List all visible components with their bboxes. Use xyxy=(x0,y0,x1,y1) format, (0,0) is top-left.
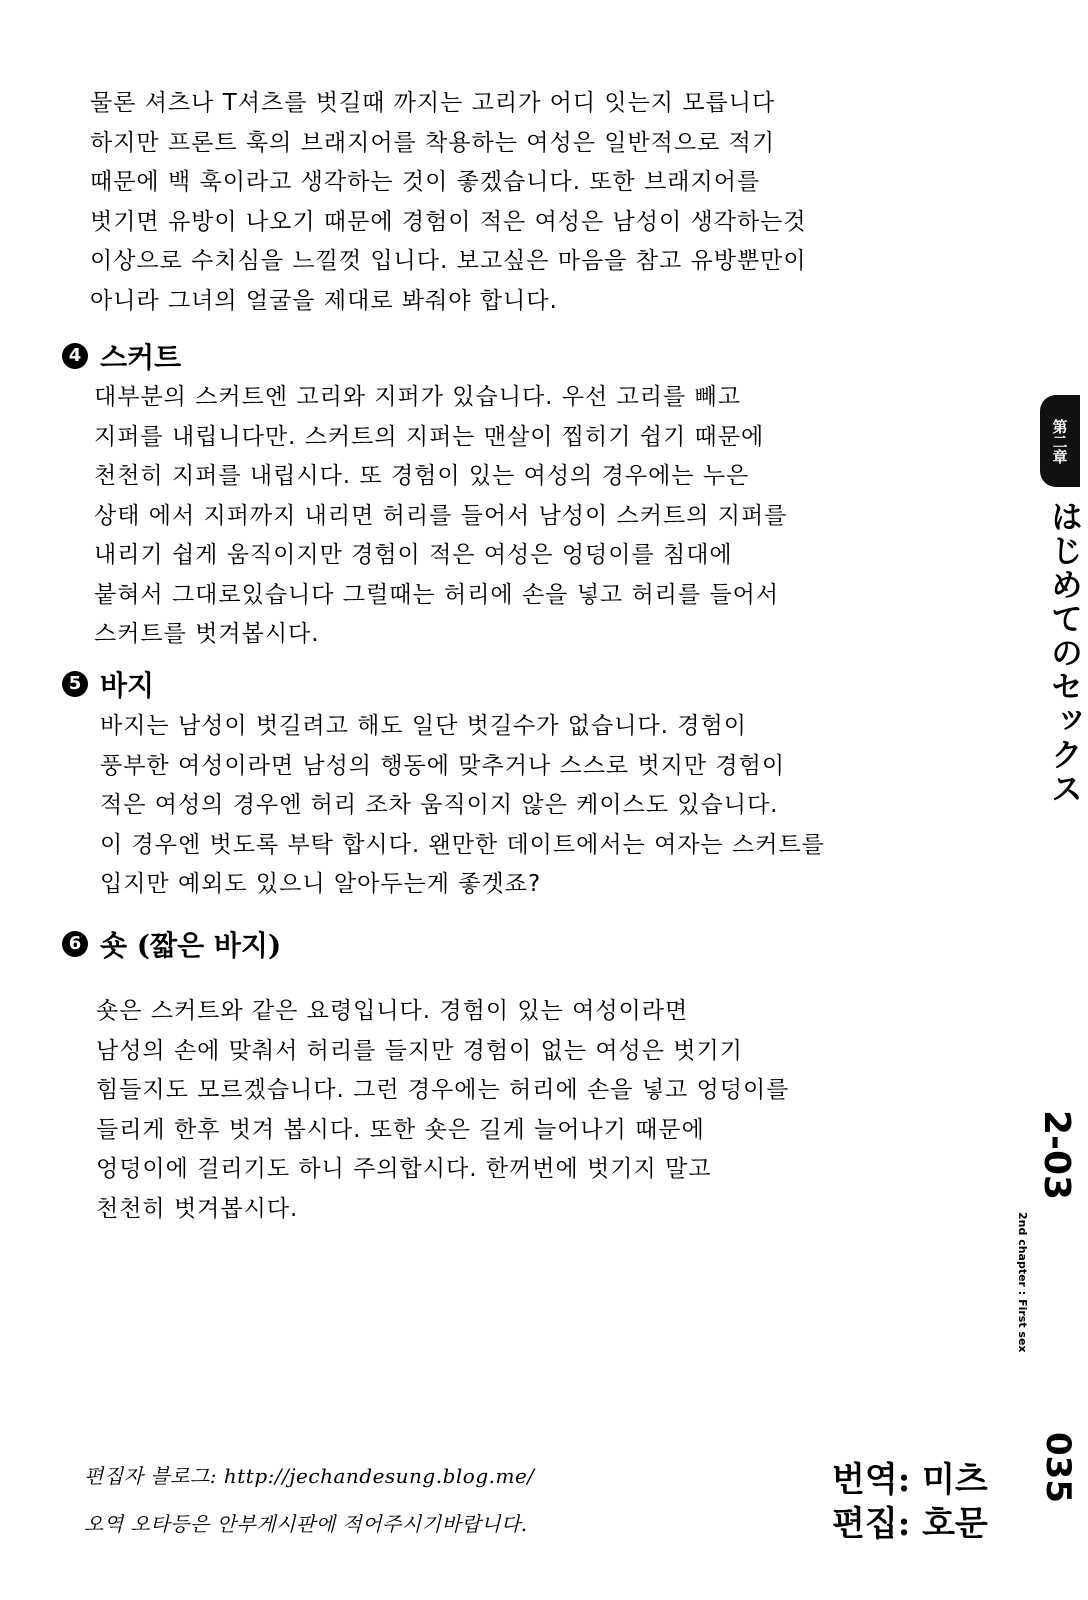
text-line: 힘들지도 모르겠습니다. 그런 경우에는 허리에 손을 넣고 엉덩이를 xyxy=(96,1077,790,1103)
text-line: 이 경우엔 벗도록 부탁 합시다. 왠만한 데이트에서는 여자는 스커트를 xyxy=(100,831,825,858)
section-number-badge: 6 xyxy=(62,931,88,957)
text-line: 숏은 스커트와 같은 요령입니다. 경험이 있는 여성이라면 xyxy=(96,998,689,1024)
text-line: 천천히 벗겨봅시다. xyxy=(96,1195,299,1222)
intro-paragraph xyxy=(90,84,807,321)
chapter-tab-label: 第二章 xyxy=(1050,418,1069,464)
chapter-subtitle-line: 2nd chapter : xyxy=(1016,1212,1029,1296)
text-line: 내리기 쉽게 움직이지만 경험이 적은 여성은 엉덩이를 침대에 xyxy=(94,542,733,568)
chapter-title-vertical: はじめてのセックス xyxy=(1046,500,1084,806)
chapter-subtitle xyxy=(1016,1212,1028,1353)
error-report-note: 오역 오타등은 안부게시판에 적어주시기바랍니다. xyxy=(84,1512,528,1536)
section-heading-skirt xyxy=(62,336,181,376)
text-line: 때문에 백 훅이라고 생각하는 것이 좋겠습니다. 또한 브래지어를 xyxy=(90,169,761,195)
section-paragraph-shorts xyxy=(96,992,789,1229)
text-line: 이상으로 수치심을 느낄껏 입니다. 보고싶은 마음을 참고 유방뿐만이 xyxy=(90,248,807,274)
editing-credit: 편집: 호문 xyxy=(832,1504,988,1544)
section-number-badge: 4 xyxy=(62,343,88,369)
chapter-tab xyxy=(1040,395,1080,487)
text-line: 아니라 그녀의 얼굴을 제대로 봐줘야 합니다. xyxy=(90,287,558,314)
text-line: 들리게 한후 벗겨 봅시다. 또한 숏은 길게 늘어나기 때문에 xyxy=(96,1116,705,1143)
section-title: 숏 (짧은 바지) xyxy=(100,929,282,962)
text-line: 입지만 예외도 있으니 알아두는게 좋겟죠? xyxy=(100,871,542,897)
text-line: 바지는 남성이 벗길려고 해도 일단 벗길수가 없습니다. 경험이 xyxy=(100,713,747,739)
text-line: 벗기면 유방이 나오기 때문에 경험이 적은 여성은 남성이 생각하는것 xyxy=(90,208,807,235)
text-line: 하지만 프론트 훅의 브래지어를 착용하는 여성은 일반적으로 적기 xyxy=(90,129,776,156)
text-line: 상태 에서 지퍼까지 내리면 허리를 들어서 남성이 스커트의 지퍼를 xyxy=(94,502,788,529)
section-title: 스커트 xyxy=(100,341,182,374)
text-line: 지퍼를 내립니다만. 스커트의 지퍼는 맨살이 찝히기 쉽기 때문에 xyxy=(94,423,765,450)
text-line: 남성의 손에 맞춰서 허리를 들지만 경험이 없는 여성은 벗기기 xyxy=(96,1037,743,1064)
text-line: 스커트를 벗겨봅시다. xyxy=(94,621,320,647)
editor-blog-note: 편집자 블로그: http://jechandesung.blog.me/ xyxy=(84,1464,535,1488)
section-number-badge: 5 xyxy=(62,671,88,697)
text-line: 물론 셔츠나 T셔츠를 벗길때 까지는 고리가 어디 잇는지 모릅니다 xyxy=(90,90,776,116)
chapter-number: 2-03 xyxy=(1036,1110,1077,1201)
text-line: 엉덩이에 걸리기도 하니 주의합시다. 한꺼번에 벗기지 말고 xyxy=(96,1156,712,1182)
text-line: 적은 여성의 경우엔 허리 조차 움직이지 않은 케이스도 있습니다. xyxy=(100,792,779,818)
section-paragraph-pants xyxy=(100,707,825,905)
text-line: 대부분의 스커트엔 고리와 지퍼가 있습니다. 우선 고리를 빼고 xyxy=(94,384,741,410)
section-title: 바지 xyxy=(100,669,155,702)
translation-credit: 번역: 미츠 xyxy=(832,1460,988,1500)
chapter-subtitle-line: First sex xyxy=(1016,1299,1029,1353)
section-paragraph-skirt xyxy=(94,378,787,655)
text-line: 천천히 지퍼를 내립시다. 또 경험이 있는 여성의 경우에는 누은 xyxy=(94,463,750,489)
section-heading-shorts xyxy=(62,924,281,964)
page-number: 035 xyxy=(1038,1432,1078,1503)
text-line: 붙혀서 그대로있습니다 그럴때는 허리에 손을 넣고 허리를 들어서 xyxy=(94,581,780,608)
section-heading-pants xyxy=(62,664,154,704)
text-line: 풍부한 여성이라면 남성의 행동에 맞추거나 스스로 벗지만 경험이 xyxy=(100,752,786,779)
